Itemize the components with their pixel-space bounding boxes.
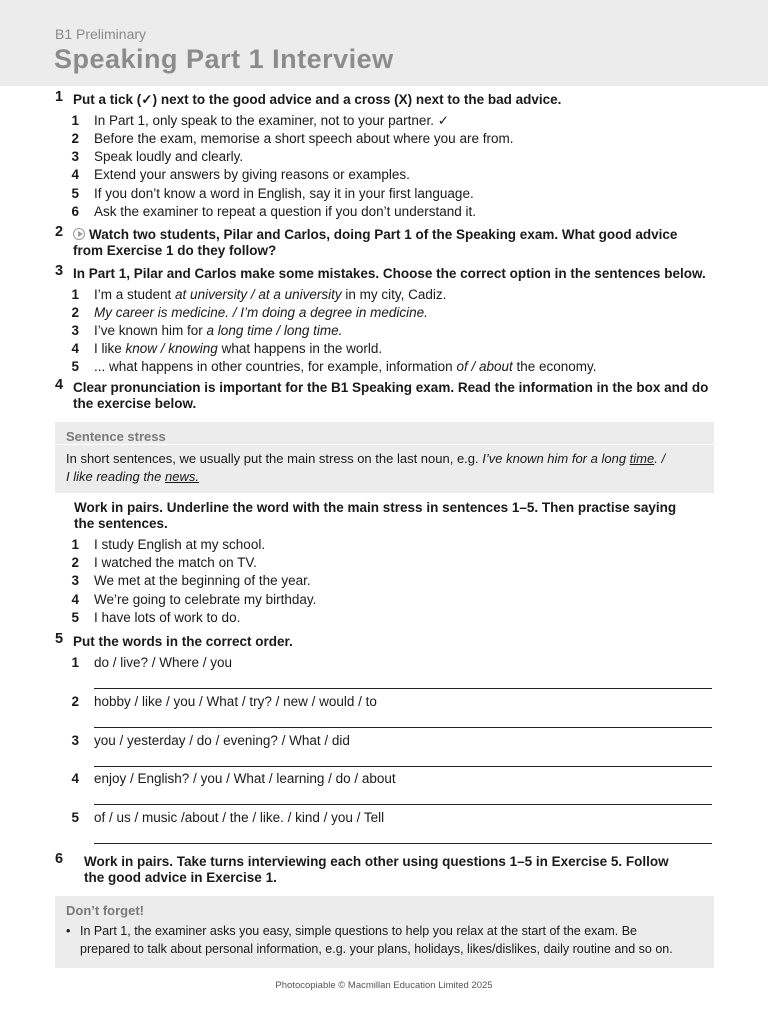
page-title: Speaking Part 1 Interview [54, 44, 394, 74]
exercise-5-instruction: Put the words in the correct order. [73, 634, 293, 649]
exercise-4-task-line2: the sentences. [74, 516, 168, 531]
ex1-item-number: 4 [71, 167, 79, 182]
exercise-6-instruction-line1: Work in pairs. Take turns interviewing each other using questions 1–5 in Exercise 5. Follow [84, 854, 669, 869]
dont-forget-title: Don’t forget! [66, 903, 144, 918]
exercise-4-task-line1: Work in pairs. Underline the word with the main stress in sentences 1–5. Then practise saying [74, 500, 677, 515]
ex1-item-text: Speak loudly and clearly. [94, 149, 244, 164]
ex4-item-text: I have lots of work to do. [94, 610, 241, 625]
box-text-line1: In short sentences, we usually put the main stress on the last noun, e.g. I’ve known him for a long time. / [66, 451, 666, 466]
ex5-item-text: of / us / music /about / the / like. / kind / you / Tell [94, 810, 385, 825]
exercise-6-instruction-line2: the good advice in Exercise 1. [84, 870, 277, 885]
ex3-item-number: 3 [71, 323, 79, 338]
exercise-3-number: 3 [55, 263, 64, 279]
answer-line[interactable] [94, 804, 712, 805]
answer-line[interactable] [94, 766, 712, 767]
ex1-item-number: 2 [71, 131, 79, 146]
ex5-item-text: hobby / like / you / What / try? / new / would / to [94, 694, 377, 709]
sentence-stress-box [55, 422, 714, 493]
ex1-item-number: 3 [71, 149, 79, 164]
page-header [0, 0, 768, 86]
exercise-4-instruction-line1: Clear pronunciation is important for the B1 Speaking exam. Read the information in the box and do [73, 380, 709, 395]
ex5-item-number: 2 [71, 694, 79, 709]
box-text-line2: I like reading the news. [66, 469, 199, 484]
ex1-item-number: 1 [71, 113, 79, 128]
exercise-4-number: 4 [55, 377, 64, 393]
ex3-item-text: I’m a student at university / at a university in my city, Cadiz. [94, 287, 447, 302]
ex1-item-text: In Part 1, only speak to the examiner, not to your partner. ✓ [94, 113, 450, 128]
box-title: Sentence stress [66, 429, 166, 444]
ex5-item-text: do / live? / Where / you [94, 655, 233, 670]
ex5-item-text: enjoy / English? / you / What / learning / do / about [94, 771, 396, 786]
answer-line[interactable] [94, 727, 712, 728]
ex3-item-text: I like know / knowing what happens in the world. [94, 341, 383, 356]
ex5-item-number: 5 [71, 810, 79, 825]
ex5-item-number: 1 [71, 655, 79, 670]
box-divider [55, 444, 714, 445]
ex1-item-text: Ask the examiner to repeat a question if you don’t understand it. [94, 204, 476, 219]
exercise-1-number: 1 [55, 89, 64, 105]
exercise-5-number: 5 [55, 631, 64, 647]
bullet-icon: • [66, 924, 71, 938]
exercise-2-instruction-line1: Watch two students, Pilar and Carlos, doing Part 1 of the Speaking exam. What good advice [73, 226, 677, 243]
dont-forget-box [55, 896, 714, 968]
ex3-item-text: My career is medicine. / I’m doing a degree in medicine. [94, 305, 428, 320]
ex4-item-text: I watched the match on TV. [94, 555, 257, 570]
ex3-item-number: 4 [71, 341, 79, 356]
play-icon[interactable] [73, 228, 85, 240]
ex3-item-text: I’ve known him for a long time / long time. [94, 323, 343, 338]
exercise-4-instruction-line2: the exercise below. [73, 396, 197, 411]
ex4-item-number: 3 [71, 573, 79, 588]
ex1-item-text: If you don’t know a word in English, say it in your first language. [94, 186, 474, 201]
ex4-item-text: I study English at my school. [94, 537, 266, 552]
ex4-item-number: 4 [71, 592, 79, 607]
exercise-6-number: 6 [55, 851, 64, 867]
ex3-item-number: 2 [71, 305, 79, 320]
ex1-item-text: Before the exam, memorise a short speech about where you are from. [94, 131, 514, 146]
ex3-item-number: 1 [71, 287, 79, 302]
ex5-item-text: you / yesterday / do / evening? / What / did [94, 733, 350, 748]
ex1-item-number: 5 [71, 186, 79, 201]
exercise-2-number: 2 [55, 224, 64, 240]
dont-forget-line2: prepared to talk about personal information, e.g. your plans, holidays, likes/dislikes, daily routine and so on. [80, 942, 673, 956]
ex1-item-text: Extend your answers by giving reasons or examples. [94, 167, 410, 182]
ex4-item-number: 1 [71, 537, 79, 552]
ex5-item-number: 3 [71, 733, 79, 748]
answer-line[interactable] [94, 688, 712, 689]
ex1-item-number: 6 [71, 204, 79, 219]
ex4-item-number: 5 [71, 610, 79, 625]
ex4-item-number: 2 [71, 555, 79, 570]
ex4-item-text: We met at the beginning of the year. [94, 573, 311, 588]
dont-forget-line1: In Part 1, the examiner asks you easy, simple questions to help you relax at the start of the exam. Be [80, 924, 638, 938]
ex4-item-text: We’re going to celebrate my birthday. [94, 592, 317, 607]
exercise-3-instruction: In Part 1, Pilar and Carlos make some mistakes. Choose the correct option in the sentences below. [73, 266, 706, 281]
exercise-1-instruction: Put a tick (✓) next to the good advice and a cross (X) next to the bad advice. [73, 92, 562, 107]
answer-line[interactable] [94, 843, 712, 844]
ex3-item-number: 5 [71, 359, 79, 374]
exercise-2-instruction-line2: from Exercise 1 do they follow? [73, 243, 277, 258]
exam-level: B1 Preliminary [55, 26, 147, 42]
ex5-item-number: 4 [71, 771, 79, 786]
ex3-item-text: ... what happens in other countries, for example, information of / about the economy. [94, 359, 597, 374]
footer-copyright: Photocopiable © Macmillan Education Limited 2025 [275, 980, 493, 991]
